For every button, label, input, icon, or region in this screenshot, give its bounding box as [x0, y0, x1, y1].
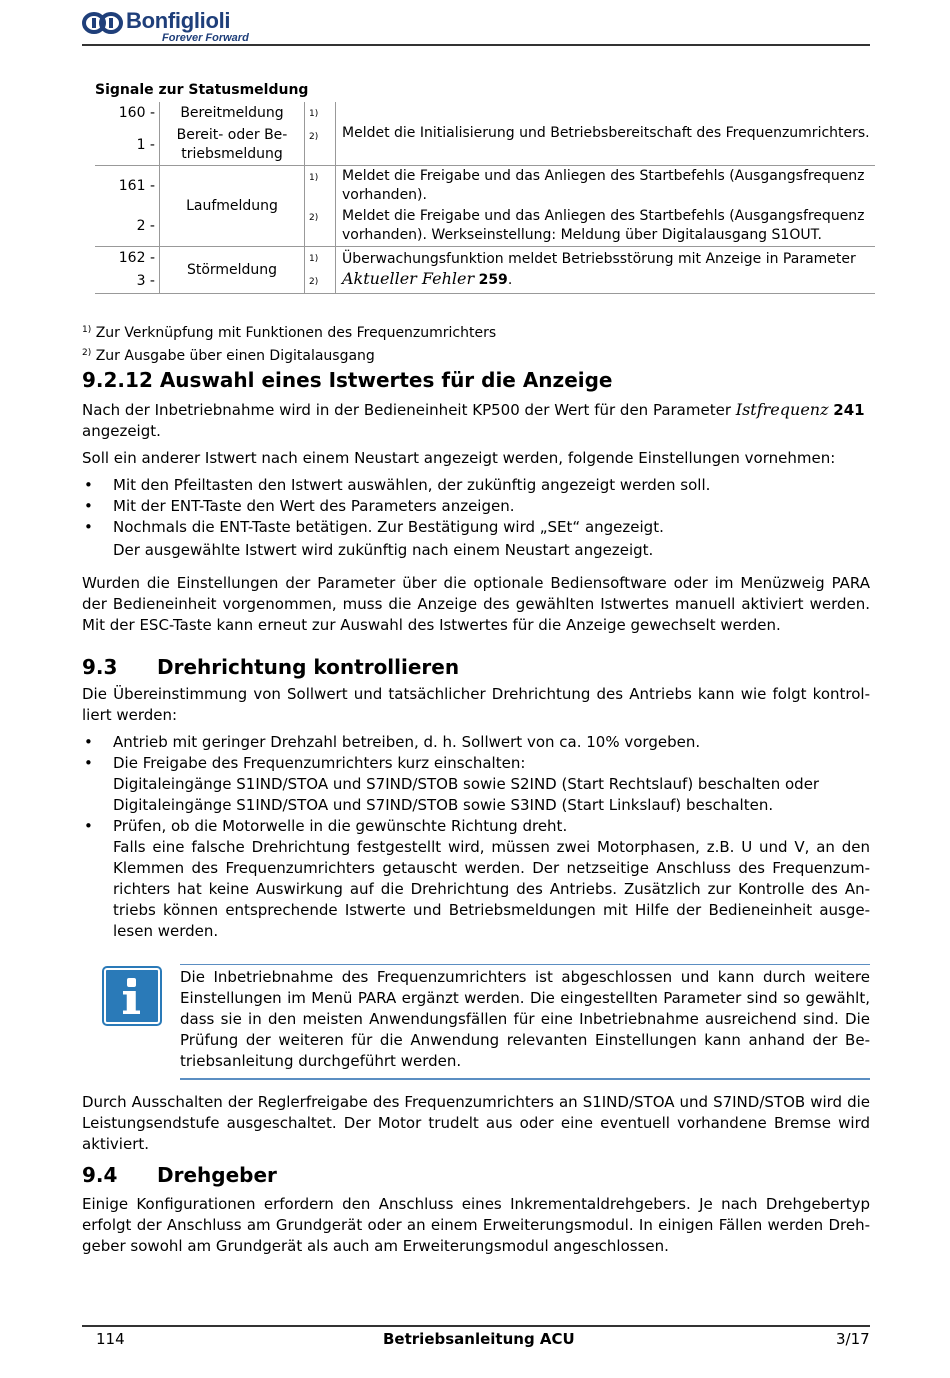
param-number: 259: [478, 272, 508, 288]
section-number: 9.4: [82, 1163, 118, 1187]
list-item: [82, 517, 870, 561]
table-footnotes: [82, 320, 496, 366]
list-item-text: Nochmals die ENT-Taste betätigen. Zur Bestätigung wird „SEt“ angezeigt.: [113, 518, 664, 536]
table-row: [95, 102, 875, 125]
paragraph-text: angezeigt.: [82, 422, 161, 440]
signal-number: 1 -: [95, 125, 160, 166]
bullet-list: [82, 475, 870, 561]
document-title: Betriebsanleitung ACU: [383, 1330, 575, 1348]
fault-desc-end: .: [507, 272, 513, 288]
brand-logo: [82, 6, 282, 46]
paragraph: Durch Ausschalten der Reglerfreigabe des Frequenzumrichters an S1IND/STOA und S7IND/STOB wird die Leistungsendstufe ausgeschaltet. Der Motor trudelt aus oder eine eventuell vorhandene Bremse wird aktiviert.: [82, 1093, 870, 1153]
section-heading: [82, 1165, 870, 1186]
section-9-4: [82, 1165, 870, 1257]
signal-number: 161 -: [118, 177, 155, 194]
signal-number: 162 -: [118, 250, 155, 266]
param-name: Aktueller Fehler: [342, 269, 475, 288]
signal-number: 160 -: [118, 105, 155, 121]
signal-name: Störmeldung: [160, 247, 305, 294]
signal-description: Meldet die Freigabe und das Anliegen des Startbefehls (Ausgangsfrequenz vorhanden). Werkseinstellung: Meldung über Digitalausgang S1OUT.: [336, 206, 876, 247]
list-item: • Mit der ENT-Taste den Wert des Parameters anzeigen.: [82, 496, 870, 517]
logo-mark-icon: [82, 8, 124, 38]
signal-name: Bereitmeldung: [160, 102, 305, 125]
list-item: • Mit den Pfeiltasten den Istwert auswählen, der zukünftig angezeigt werden soll.: [82, 475, 870, 496]
signal-description: [336, 247, 876, 294]
signal-description: Meldet die Initialisierung und Betriebsbereitschaft des Frequenzumrichters.: [336, 102, 876, 166]
info-icon: [104, 968, 160, 1024]
list-item-continuation: Der ausgewählte Istwert wird zukünftig nach einem Neustart angezeigt.: [113, 541, 654, 559]
footnote-mark: 2): [305, 270, 336, 294]
footer-rule: [82, 1325, 870, 1327]
bullet-list: [82, 732, 870, 942]
section-9-2-12: [82, 370, 870, 636]
footnote-mark: 2): [82, 348, 92, 358]
footnote-mark: 1): [305, 247, 336, 271]
section-title: Drehgeber: [157, 1163, 277, 1187]
list-item: [82, 753, 870, 816]
section-heading: [82, 657, 870, 678]
footnote: [82, 343, 496, 366]
paragraph: Soll ein anderer Istwert nach einem Neustart angezeigt werden, folgende Einstellungen vornehmen:: [82, 449, 836, 467]
section-title: Drehrichtung kontrollieren: [157, 655, 460, 679]
param-number: 241: [833, 401, 865, 419]
fault-desc-text: Überwachungsfunktion meldet Betriebsstörung mit Anzeige in Parameter: [342, 251, 856, 267]
paragraph: [82, 399, 870, 442]
status-table-title: Signale zur Statusmeldung: [95, 82, 309, 98]
page-number: 114: [96, 1330, 125, 1348]
list-item: • Antrieb mit geringer Drehzahl betreiben, d. h. Sollwert von ca. 10% vorgeben.: [82, 732, 870, 753]
header-rule: [82, 44, 870, 46]
paragraph: Einige Konfigurationen erfordern den Anschluss eines Inkrementaldrehgebers. Je nach Drehgebertyp erfolgt der Anschluss am Grundgerät oder an einem Erweiterungsmodul. In einigen Fällen werden Dreh-geber sowohl am Grundgerät als auch am Erweiterungsmodul angeschlossen.: [82, 1195, 870, 1255]
footnote-text: Zur Ausgabe über einen Digitalausgang: [95, 348, 375, 364]
list-item-line: Digitaleingänge S1IND/STOA und S7IND/STOB sowie S3IND (Start Linkslauf) beschalten.: [113, 796, 774, 814]
footnote-mark: 1): [305, 102, 336, 125]
footnote-mark: 1): [82, 325, 92, 335]
footnote-text: Zur Verknüpfung mit Funktionen des Frequenzumrichters: [95, 325, 497, 341]
info-note: Die Inbetriebnahme des Frequenzumrichters ist abgeschlossen und kann durch weitere Einstellungen im Menü PARA ergänzt werden. Die eingestellten Parameter sind so gewählt, dass sie in den meisten Anwendungsfällen für eine Inbetriebnahme ausreichend sind. Die Prüfung der weiteren für die Anwendung relevanten Einstellungen kann anhand der Be-triebsanleitung durchgeführt werden.: [180, 964, 870, 1080]
footnote: [82, 320, 496, 343]
section-9-3: [82, 657, 870, 942]
paragraph-text: Nach der Inbetriebnahme wird in der Bedieneinheit KP500 der Wert für den Parameter: [82, 401, 736, 419]
table-row: [95, 247, 875, 271]
section-heading: 9.2.12 Auswahl eines Istwertes für die Anzeige: [82, 368, 613, 392]
footnote-mark: 1): [305, 166, 336, 207]
signal-number: 2 -: [95, 206, 160, 247]
footnote-mark: 2): [305, 206, 336, 247]
brand-name: Bonfiglioli: [126, 8, 231, 33]
status-signal-table: [95, 102, 875, 294]
table-row: [95, 166, 875, 207]
signal-number: 3 -: [95, 270, 160, 294]
list-item-line: Digitaleingänge S1IND/STOA und S7IND/STOB sowie S2IND (Start Rechtslauf) beschalten oder: [113, 775, 820, 793]
signal-name: Bereit- oder Be-triebsmeldung: [160, 125, 305, 166]
signal-description: Meldet die Freigabe und das Anliegen des Startbefehls (Ausgangsfrequenz vorhanden).: [342, 168, 865, 203]
paragraph: Wurden die Einstellungen der Parameter über die optionale Bediensoftware oder im Menüzweig PARA der Bedieneinheit vorgenommen, muss die Anzeige des gewählten Istwertes manuell aktiviert werden. Mit der ESC-Taste kann erneut zur Auswahl des Istwertes für die Anzeige gewechselt werden.: [82, 574, 870, 634]
chapter-page: 3/17: [836, 1330, 870, 1348]
list-item-text: Prüfen, ob die Motorwelle in die gewünschte Richtung dreht.: [113, 817, 568, 835]
signal-name: Laufmeldung: [160, 166, 305, 247]
brand-tagline: Forever Forward: [162, 32, 249, 44]
param-name: Istfrequenz: [735, 400, 829, 419]
list-item-continuation: Falls eine falsche Drehrichtung festgestellt wird, müssen zwei Motorphasen, z.B. U und V, an den Klemmen des Frequenzumrichters getauscht werden. Der netzseitige Anschluss des Frequenzum-richters hat keine Auswirkung auf die Drehrichtung des Antriebs. Zusätzlich zur Kontrolle des An-triebs können entsprechende Istwerte und Betriebsmeldungen mit Hilfe der Bedieneinheit ausge-lesen werden.: [113, 838, 870, 940]
footnote-mark: 2): [305, 125, 336, 166]
list-item-text: Die Freigabe des Frequenzumrichters kurz einschalten:: [113, 754, 526, 772]
paragraph: Die Übereinstimmung von Sollwert und tatsächlicher Drehrichtung des Antriebs kann wie folgt kontrol-liert werden:: [82, 685, 870, 724]
section-number: 9.3: [82, 655, 118, 679]
list-item: [82, 816, 870, 942]
